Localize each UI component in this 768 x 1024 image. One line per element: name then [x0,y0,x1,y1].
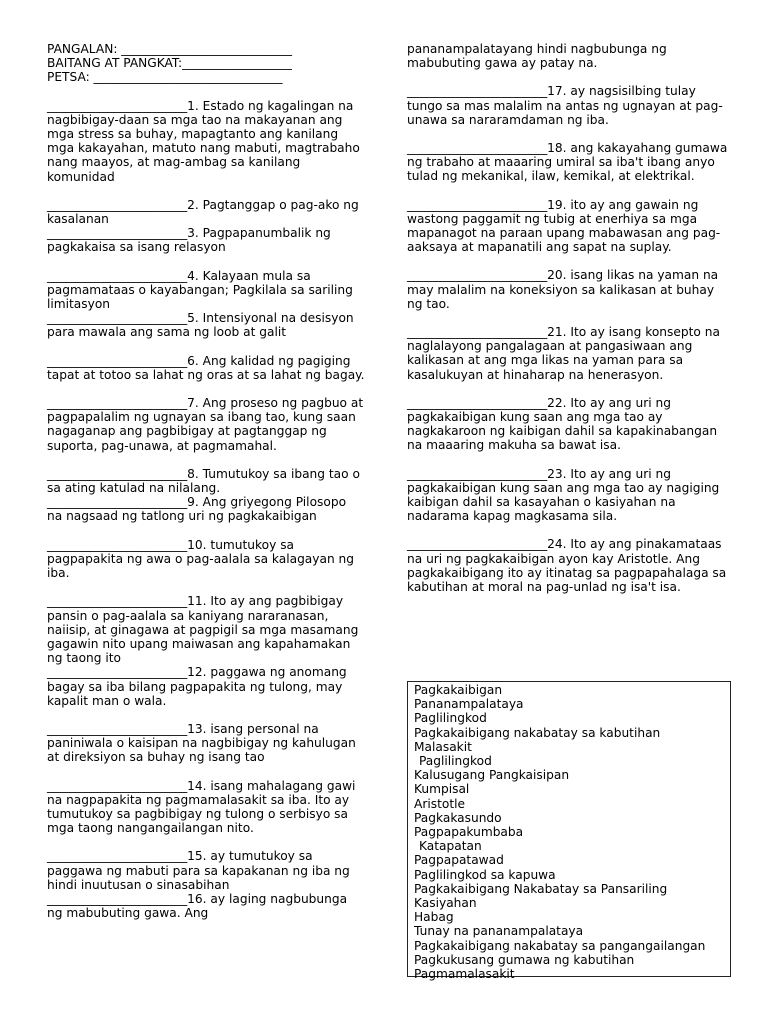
answer-option: Tunay na pananampalataya [414,924,584,939]
answer-option: Pagkakasundo [414,810,502,825]
question-number: 18. [547,141,567,156]
question-14 [47,779,365,836]
question-text: Ang proseso ng pagbuo at pagpapalalim ng ugnayan sa ibang tao, kung saan nagaganap ang pagbibigay at pagtanggap ng suporta, pag-unawa, at pagmamahal. [47,396,364,453]
answer-blank[interactable]: _______________________ [47,721,188,736]
question-5 [47,311,365,339]
question-text: isang likas na yaman na may malalim na koneksiyon sa kalikasan at buhay ng tao. [407,268,719,311]
grade-section-field-label[interactable]: BAITANG AT PANGKAT:__________________ [47,56,292,71]
question-text: Kalayaan mula sa pagmamataas o kayabangan; Pagkilala sa sariling limitasyon [47,268,353,312]
question-19 [407,198,732,255]
answer-choices-box [407,681,731,982]
question-number: 3. [187,226,199,241]
question-17 [407,84,732,127]
answer-option: Katapatan [419,839,482,854]
answer-option: Pagkakaibigang Nakabatay sa Pansariling [414,881,668,896]
question-number: 13. [187,721,207,736]
answer-blank[interactable]: _______________________ [407,197,548,212]
question-number: 17. [547,84,567,99]
question-20 [407,268,732,311]
answer-blank[interactable]: _______________________ [407,325,548,340]
answer-blank[interactable]: _______________________ [47,268,188,283]
question-text: Pagpapanumbalik ng pagkakaisa sa isang relasyon [47,226,331,255]
answer-option: Paglilingkod [414,711,487,726]
question-text: Ito ay ang uri ng pagkakaibigan kung saan ang mga tao ay nagiging kaibigan dahil sa kasayahan o kasiyahan na nadarama kapag magkasama sila. [407,466,720,524]
answer-blank[interactable]: _______________________ [407,268,548,283]
question-number: 9. [187,495,199,510]
question-number: 22. [547,395,567,410]
answer-blank[interactable]: _______________________ [47,353,188,368]
question-18 [407,141,732,184]
date-field-label[interactable]: PETSA: _______________________________ [47,70,283,85]
answer-option: Kumpisal [414,782,470,797]
answer-blank[interactable]: _______________________ [47,891,188,906]
question-number: 21. [547,325,567,340]
question-number: 19. [547,197,567,212]
question-11 [47,594,365,665]
answer-option: Pagkakaibigang nakabatay sa pangangailangan [414,938,706,953]
answer-option: Pagkakaibigang nakabatay sa kabutihan [414,725,661,740]
question-text: Estado ng kagalingan na nagbibigay-daan sa mga tao na makayanan ang mga stress sa buhay, mapagtanto ang kanilang mga kakayahan, matuto nang mabuti, magtrabaho nang maayos, at mag-ambag sa kanilang komunidad [47,98,360,184]
question-text: ito ay ang gawain ng wastong paggamit ng tubig at enerhiya sa mga mapanagot na paraan upang mabawasan ang pag-aaksaya at mapanatili ang sapat na suplay. [407,197,721,255]
question-10 [47,538,365,581]
question-3 [47,226,365,254]
answer-option: Pagkakaibigan [414,683,503,697]
answer-blank[interactable]: _______________________ [47,594,188,609]
question-number: 4. [187,268,199,283]
answer-blank[interactable]: _______________________ [407,466,548,481]
question-16-continuation: pananampalatayang hindi nagbubunga ng mabubuting gawa ay patay na. [407,42,667,71]
question-1 [47,99,365,184]
answer-blank[interactable]: _______________________ [407,141,548,156]
question-number: 8. [187,466,199,481]
question-15 [47,849,365,892]
left-column [47,42,365,920]
question-2 [47,198,365,226]
question-21 [407,325,732,382]
answer-blank[interactable]: _______________________ [407,84,548,99]
question-13 [47,722,365,765]
question-text: tumutukoy sa pagpapakita ng awa o pag-aalala sa kalagayan ng iba. [47,537,355,581]
question-number: 10. [187,537,207,552]
question-16 [47,892,365,920]
question-4 [47,269,365,312]
answer-blank[interactable]: _______________________ [47,311,188,326]
question-number: 16. [187,891,207,906]
question-7 [47,396,365,453]
question-8 [47,467,365,495]
question-number: 2. [187,197,199,212]
question-number: 15. [187,849,207,864]
answer-option: Kalusugang Pangkaisipan [414,768,570,783]
question-text: Ang kalidad ng pagiging tapat at totoo sa lahat ng oras at sa lahat ng bagay. [47,353,365,382]
answer-blank[interactable]: _______________________ [47,537,188,552]
answer-blank[interactable]: _______________________ [47,396,188,411]
answer-option: Pananampalataya [414,697,524,712]
question-23 [407,467,732,524]
question-12 [47,665,365,708]
question-text: paggawa ng anomang bagay sa iba bilang pagpapakita ng tulong, may kapalit man o wala. [47,665,347,708]
question-text: Tumutukoy sa ibang tao o sa ating katulad na nilalang. [47,466,360,496]
answer-blank[interactable]: _______________________ [47,466,188,481]
answer-blank[interactable]: _______________________ [47,495,188,510]
question-text: ang kakayahang gumawa ng trabaho at maaaring umiral sa iba't ibang anyo tulad ng mekanikal, ilaw, kemikal, at elektrikal. [407,141,728,184]
question-text: Ang griyegong Pilosopo na nagsaad ng tatlong uri ng pagkakaibigan [47,495,347,524]
question-text: Ito ay ang pagbibigay pansin o pag-aalala sa kaniyang nararanasan, naiisip, at ginagawa at pagpigil sa mga masamang gagawin nito upang maiwasan ang kapahamakan ng taong ito [47,594,359,666]
question-list-right [407,84,732,594]
answer-option: Habag [414,910,454,925]
question-text: Intensiyonal na desisyon para mawala ang sama ng loob at galit [47,311,354,340]
question-number: 6. [187,353,199,368]
question-number: 7. [187,396,199,411]
question-number: 11. [187,594,207,609]
answer-option: Aristotle [414,796,465,811]
question-text: isang personal na paniniwala o kaisipan na nagbibigay ng kahulugan at direksiyon sa buhay ng isang tao [47,721,356,765]
question-list-left [47,99,365,921]
answer-option: Pagkukusang gumawa ng kabutihan [414,952,635,967]
question-text: Pagtanggap o pag-ako ng kasalanan [47,197,359,227]
answer-option: Pagmamalasakit [414,967,515,982]
answer-option: Kasiyahan [414,896,477,911]
question-number: 12. [187,665,207,680]
question-number: 14. [187,778,207,793]
name-field-label[interactable]: PANGALAN: ____________________________ [47,42,292,56]
answer-blank[interactable]: _______________________ [47,226,188,241]
question-text: Ito ay isang konsepto na naglalayong pangalagaan at pangasiwaan ang kalikasan at ang mga likas na yaman para sa kasalukuyan at hinaharap na henerasyon. [407,325,720,382]
question-number: 1. [187,98,199,113]
question-number: 24. [547,537,567,552]
answer-blank[interactable]: _______________________ [407,395,548,410]
answer-blank[interactable]: _______________________ [47,778,188,793]
question-number: 23. [547,466,567,481]
answer-option: Paglilingkod sa kapuwa [414,867,556,882]
question-6 [47,354,365,382]
right-column [407,42,732,594]
question-9 [47,495,365,523]
question-text: ay laging nagbubunga ng mabubuting gawa. Ang [47,891,348,921]
question-text: isang mahalagang gawi na nagpapakita ng pagmamalasakit sa iba. Ito ay tumutukoy sa pagbibigay ng tulong o serbisyo sa mga taong nangangailangan nito. [47,778,356,836]
answer-choices-list [414,683,724,981]
answer-blank[interactable]: _______________________ [47,98,188,113]
question-text: Ito ay ang uri ng pagkakaibigan kung saan ang mga tao ay nagkakaroon ng kaibigan dahil sa kapakinabangan na maaaring makuha sa bawat isa. [407,395,718,453]
question-text: ay tumutukoy sa paggawa ng mabuti para sa kapakanan ng iba ng hindi inuutusan o sinasabihan [47,849,350,892]
answer-blank[interactable]: _______________________ [47,197,188,212]
question-number: 20. [547,268,567,283]
answer-option: Paglilingkod [419,754,492,769]
question-22 [407,396,732,453]
answer-option: Malasakit [414,739,472,754]
question-text: ay nagsisilbing tulay tungo sa mas malalim na antas ng ugnayan at pag-unawa sa nararamdaman ng iba. [407,84,723,127]
answer-blank[interactable]: _______________________ [47,849,188,864]
question-text: Ito ay ang pinakamataas na uri ng pagkakaibigan ayon kay Aristotle. Ang pagkakaibigang ito ay itinatag sa pagpapahalaga sa kabutihan at moral na pag-unlad ng isa't isa. [407,537,727,595]
answer-option: Pagpapatawad [414,853,504,868]
answer-option: Pagpapakumbaba [414,825,524,840]
answer-blank[interactable]: _______________________ [47,665,188,680]
answer-blank[interactable]: _______________________ [407,537,548,552]
question-24 [407,537,732,594]
question-number: 5. [187,311,199,326]
